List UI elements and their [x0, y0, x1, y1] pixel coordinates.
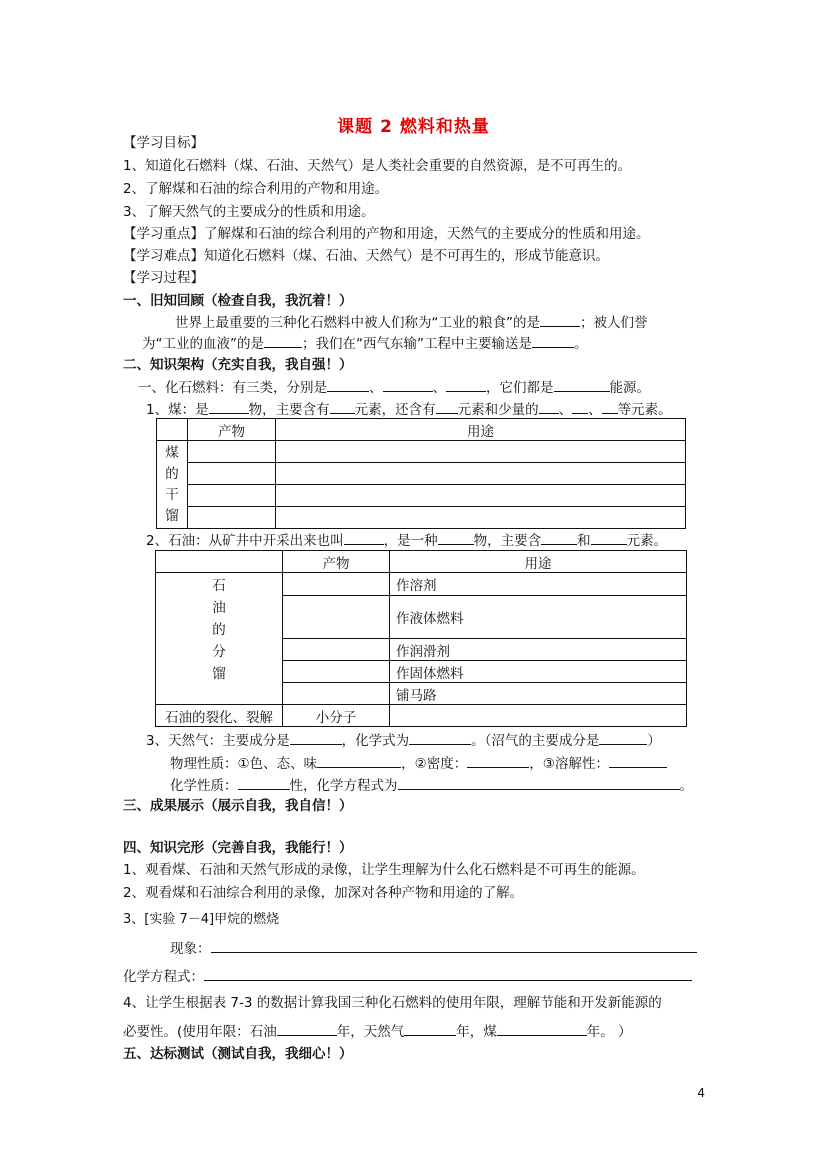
text: 现象： — [170, 941, 211, 957]
text: 元素。 — [626, 533, 668, 549]
goal-item: 3、了解天然气的主要成分的性质和用途。 — [123, 204, 375, 220]
table-cell[interactable] — [276, 507, 686, 529]
text: 、 — [558, 402, 573, 418]
text: 的 — [165, 465, 179, 482]
text: 能源。 — [609, 380, 650, 396]
difficulty-label: 【学习难点】 — [123, 248, 204, 264]
page-title: 课题 2 燃料和热量 — [337, 117, 490, 137]
use-cell: 铺马路 — [390, 683, 687, 705]
text: 性，化学方程式为 — [289, 778, 398, 794]
text: 物，主要含有 — [248, 402, 330, 418]
blank[interactable] — [591, 530, 627, 545]
gas-line — [146, 730, 661, 751]
blank[interactable] — [497, 1021, 587, 1036]
coal-side-label — [157, 441, 188, 529]
complete-item: 2、观看煤和石油综合利用的录像，加深对各种产物和用途的了解。 — [123, 885, 524, 901]
text: 化学性质： — [170, 778, 238, 794]
difficulty-line — [123, 246, 609, 266]
blank[interactable] — [438, 530, 474, 545]
table-cell[interactable] — [188, 463, 276, 485]
text: 。（沼气的主要成分是 — [471, 733, 600, 749]
blank[interactable] — [409, 730, 471, 745]
table-cell[interactable] — [188, 507, 276, 529]
review-line-2 — [142, 333, 588, 354]
table-header: 产物 — [283, 551, 390, 573]
blank[interactable] — [436, 399, 458, 414]
blank[interactable] — [317, 753, 401, 768]
text: 一、化石燃料：有三类，分别是 — [138, 380, 327, 396]
goals-header: 【学习目标】 — [123, 135, 204, 151]
table-cell[interactable] — [188, 485, 276, 507]
text: 分 — [212, 644, 226, 660]
text: 1、煤：是 — [146, 402, 209, 418]
text: 年。 ） — [586, 1024, 632, 1040]
table-header: 产物 — [188, 419, 276, 441]
text: 干 — [165, 486, 179, 503]
show-heading: 三、成果展示（展示自我，我自信！） — [123, 798, 353, 814]
table-cell[interactable] — [283, 596, 390, 639]
blank[interactable] — [383, 377, 433, 392]
knowledge-heading: 二、知识架构（充实自我，我自强！） — [123, 357, 353, 373]
blank[interactable] — [277, 1021, 337, 1036]
text: ，③溶解性： — [529, 756, 609, 772]
blank[interactable] — [211, 938, 697, 953]
blank[interactable] — [539, 399, 559, 414]
review-text: 。 — [574, 336, 588, 352]
key-point-text: 了解煤和石油的综合利用的产物和用途，天然气的主要成分的性质和用途。 — [204, 226, 650, 242]
goal-item: 1、知道化石燃料（煤、石油、天然气）是人类社会重要的自然资源，是不可再生的。 — [123, 158, 632, 174]
table-cell[interactable] — [276, 463, 686, 485]
table-cell[interactable] — [276, 485, 686, 507]
text: 等元素。 — [617, 402, 672, 418]
blank[interactable] — [541, 530, 577, 545]
complete-item: 3、[实验 7－4]甲烷的燃烧 — [123, 912, 280, 927]
text: ，化学式为 — [341, 733, 410, 749]
complete-heading: 四、知识完形（完善自我，我能行！） — [123, 840, 353, 856]
table-header: 用途 — [276, 419, 686, 441]
test-heading: 五、达标测试（测试自我，我细心！） — [123, 1046, 353, 1062]
blank[interactable] — [344, 530, 384, 545]
review-heading: 一、旧知回顾（检查自我，我沉着！） — [123, 293, 353, 309]
blank[interactable] — [609, 753, 667, 768]
page-number: 4 — [697, 1086, 705, 1100]
review-line-1 — [175, 312, 648, 333]
crack-label: 石油的裂化、裂解 — [156, 705, 283, 727]
blank[interactable] — [540, 312, 580, 327]
text: ，②密度： — [401, 756, 468, 772]
fossil-line — [138, 377, 650, 398]
table-cell[interactable] — [390, 705, 687, 727]
text: ，是一种 — [383, 533, 438, 549]
text: 馏 — [165, 507, 179, 524]
key-point-line — [123, 224, 650, 244]
text: 年，天然气 — [336, 1024, 405, 1040]
review-text: ；被人们誉 — [580, 315, 648, 331]
oil-line — [146, 530, 667, 551]
oil-table — [155, 550, 687, 727]
text: 馏 — [212, 666, 226, 682]
difficulty-text: 知道化石燃料（煤、石油、天然气）是不可再生的，形成节能意识。 — [204, 248, 609, 264]
text: 物，主要含 — [473, 533, 542, 549]
text: 3、天然气：主要成分是 — [146, 733, 290, 749]
blank[interactable] — [327, 377, 369, 392]
text: 必要性。(使用年限：石油 — [123, 1024, 277, 1040]
physical-props-line — [170, 753, 667, 774]
table-header: 用途 — [390, 551, 687, 573]
table-cell — [156, 551, 283, 573]
blank[interactable] — [599, 730, 647, 745]
blank[interactable] — [446, 377, 486, 392]
process-header: 【学习过程】 — [123, 270, 204, 286]
goal-item: 2、了解煤和石油的综合利用的产物和用途。 — [123, 181, 389, 197]
blank[interactable] — [404, 1021, 456, 1036]
text: 2、石油：从矿井中开采出来也叫 — [146, 533, 344, 549]
table-cell[interactable] — [283, 639, 390, 661]
complete-item: 1、观看煤、石油和天然气形成的录像，让学生理解为什么化石燃料是不可再生的能源。 — [123, 862, 645, 878]
blank[interactable] — [264, 333, 302, 348]
blank[interactable] — [204, 966, 692, 981]
blank[interactable] — [398, 775, 680, 790]
use-cell: 作液体燃料 — [390, 596, 687, 639]
text: 元素和少量的 — [457, 402, 539, 418]
use-cell: 作固体燃料 — [390, 661, 687, 683]
blank[interactable] — [602, 399, 618, 414]
text: 煤 — [165, 444, 179, 461]
text: ） — [647, 733, 661, 749]
blank[interactable] — [572, 399, 588, 414]
text: 物理性质：①色、态、味 — [170, 756, 318, 772]
text: 元素，还含有 — [354, 402, 436, 418]
text: 、 — [369, 380, 383, 396]
complete-item: 4、让学生根据表 7-3 的数据计算我国三种化石燃料的使用年限，理解节能和开发新能源的 — [123, 995, 662, 1011]
coal-table — [156, 418, 686, 529]
text: 的 — [212, 622, 226, 638]
blank[interactable] — [238, 775, 290, 790]
table-cell[interactable] — [283, 683, 390, 705]
use-cell: 作润滑剂 — [390, 639, 687, 661]
text: 、 — [432, 380, 446, 396]
text: 和 — [577, 533, 591, 549]
table-cell — [157, 419, 188, 441]
text: 石 — [212, 578, 226, 594]
blank[interactable] — [330, 399, 355, 414]
text: 年，煤 — [456, 1024, 497, 1040]
coal-line — [146, 399, 672, 420]
blank[interactable] — [209, 399, 249, 414]
review-text: 世界上最重要的三种化石燃料中被人们称为“工业的粮食”的是 — [175, 315, 540, 331]
text: 化学方程式： — [123, 969, 204, 985]
key-point-label: 【学习重点】 — [123, 226, 204, 242]
table-cell[interactable] — [283, 661, 390, 683]
chemical-props-line — [170, 775, 693, 796]
oil-side-label — [156, 573, 283, 705]
blank[interactable] — [467, 753, 529, 768]
text: 。 — [679, 778, 693, 794]
table-cell[interactable] — [188, 441, 276, 463]
table-cell[interactable] — [276, 441, 686, 463]
review-text: 为“工业的血液”的是 — [142, 336, 264, 352]
blank[interactable] — [290, 730, 342, 745]
use-cell: 作溶剂 — [390, 573, 687, 596]
equation-line — [123, 966, 692, 987]
blank[interactable] — [532, 333, 574, 348]
table-cell[interactable] — [283, 573, 390, 596]
blank[interactable] — [554, 377, 610, 392]
text: ，它们都是 — [486, 380, 554, 396]
phenomenon-line — [170, 938, 697, 959]
years-line — [123, 1021, 632, 1042]
text: 油 — [212, 600, 226, 616]
text: 、 — [588, 402, 602, 418]
review-text: ；我们在“西气东输”工程中主要输送是 — [302, 336, 532, 352]
crack-product: 小分子 — [283, 705, 390, 727]
